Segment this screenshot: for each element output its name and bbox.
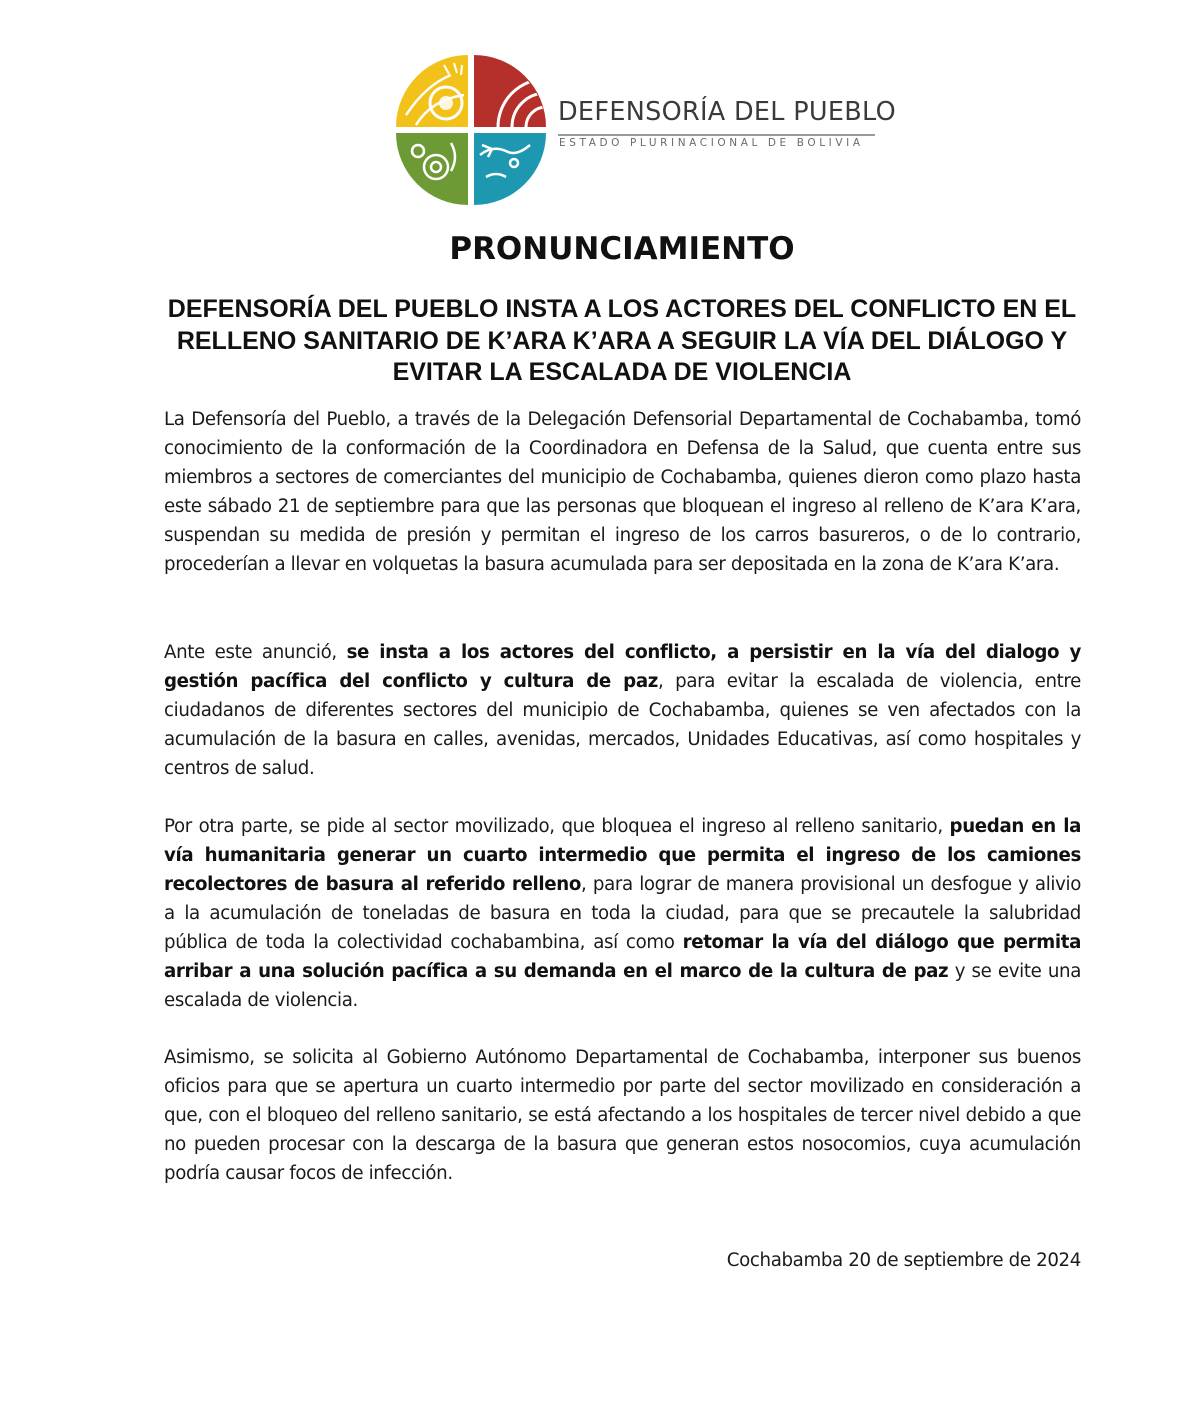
paragraph-emphasis: retomar la vía del diálogo que permita arribar a una solución pacífica a su demanda en el marco de la cultura de paz bbox=[164, 932, 1081, 982]
institution-logo bbox=[396, 55, 897, 205]
paragraph-text: , para evitar la escalada de violencia, entre ciudadanos de diferentes sectores del municipio de Cochabamba, quienes se ven afectados con la acumulación de la basura en calles, avenidas, mercados, Unidades Educativas, así como hospitales y centros de salud. bbox=[164, 671, 1081, 779]
document-headline: DEFENSORÍA DEL PUEBLO INSTA A LOS ACTORES DEL CONFLICTO EN EL RELLENO SANITARIO DE K’ARA K’ARA A SEGUIR LA VÍA DEL DIÁLOGO Y EVITAR LA ESCALADA DE VIOLENCIA bbox=[167, 295, 1077, 386]
body-paragraph-4: Asimismo, se solicita al Gobierno Autónomo Departamental de Cochabamba, interponer sus buenos oficios para que se apertura un cuarto intermedio por parte del sector movilizado en consideración a que, con el bloqueo del relleno sanitario, se está afectando a los hospitales de tercer nivel debido a que no pueden procesar con la descarga de la basura que generan estos nosocomios, cuya acumulación podría causar focos de infección. bbox=[164, 1047, 1081, 1184]
paragraph-text: Por otra parte, se pide al sector movilizado, que bloquea el ingreso al relleno sanitario, bbox=[164, 816, 950, 837]
institution-subtitle: ESTADO PLURINACIONAL DE BOLIVIA bbox=[559, 137, 864, 149]
dateline: Cochabamba 20 de septiembre de 2024 bbox=[726, 1250, 1081, 1271]
paragraph-text: , para lograr de manera provisional un desfogue y alivio a la acumulación de toneladas de basura en toda la ciudad, para que se precautele la salubridad pública de toda la colectividad cochabambina, así como bbox=[164, 874, 1082, 953]
body-paragraph-1: La Defensoría del Pueblo, a través de la Delegación Defensorial Departamental de Cochabamba, tomó conocimiento de la conformación de la Coordinadora en Defensa de la Salud, que cuenta entre sus miembros a sectores de comerciantes del municipio de Cochabamba, quienes dieron como plazo hasta este sábado 21 de septiembre para que las personas que bloquean el ingreso al relleno de K’ara K’ara, suspendan su medida de presión y permitan el ingreso de los carros basureros, o de lo contrario, procederían a llevar en volquetas la basura acumulada para ser depositada en la zona de K’ara K’ara. bbox=[164, 409, 1081, 575]
institution-name: DEFENSORÍA DEL PUEBLO bbox=[558, 97, 897, 127]
logo-divider bbox=[558, 134, 875, 136]
paragraph-text: Ante este anunció, bbox=[164, 642, 347, 663]
body-paragraph-3 bbox=[164, 812, 1081, 1015]
body-paragraph-2 bbox=[164, 638, 1081, 783]
defensoria-emblem-icon bbox=[396, 55, 546, 205]
paragraph-emphasis: se insta a los actores del conflicto, a persistir en la vía del dialogo y gestión pacífica del conflicto y cultura de paz bbox=[164, 642, 1081, 692]
document-title: PRONUNCIAMIENTO bbox=[449, 231, 795, 267]
paragraph-text: y se evite una escalada de violencia. bbox=[164, 961, 1081, 1011]
paragraph-emphasis: puedan en la vía humanitaria generar un cuarto intermedio que permita el ingreso de los camiones recolectores de basura al referido relleno bbox=[164, 816, 1082, 895]
